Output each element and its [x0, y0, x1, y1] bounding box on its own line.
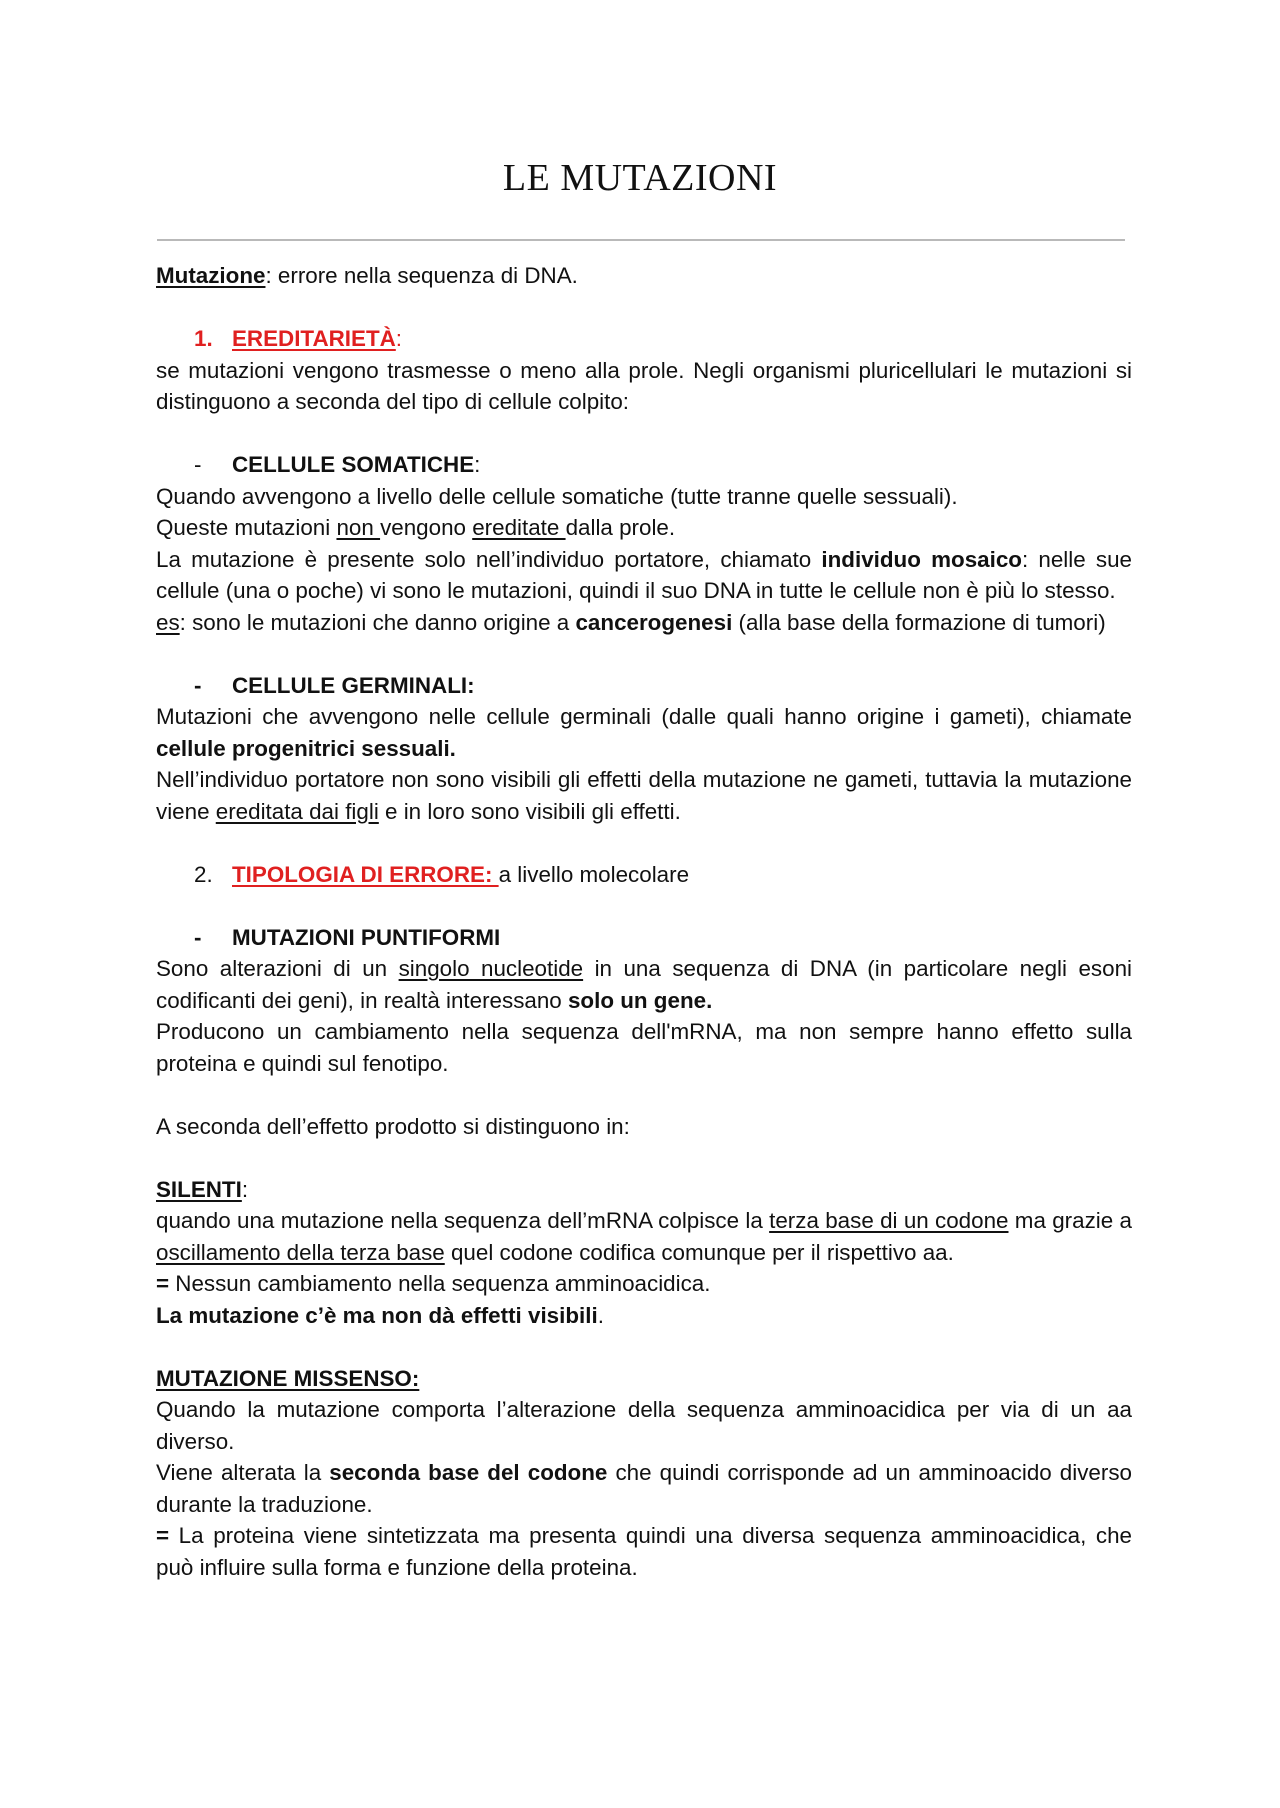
subheading-title: CELLULE SOMATICHE [232, 452, 475, 477]
subheading-title: MUTAZIONI PUNTIFORMI [232, 924, 501, 950]
text-run: : sono le mutazioni che danno origine a [179, 609, 576, 635]
list-dash: - [194, 924, 202, 950]
text-run: vengono [380, 515, 473, 540]
section-heading-ereditarieta [156, 323, 1132, 355]
definition-text: : errore nella sequenza di DNA. [265, 263, 578, 288]
germinali-paragraph-1 [156, 701, 1132, 764]
subheading-colon: : [474, 452, 481, 477]
definition-paragraph [156, 260, 1132, 292]
subheading-title: SILENTI [156, 1176, 242, 1202]
bold-text: La mutazione c’è ma non dà effetti visibili [156, 1302, 598, 1328]
list-dash: - [194, 452, 202, 477]
definition-term: Mutazione [156, 263, 266, 288]
section-title-rest: a livello molecolare [498, 861, 690, 887]
text-run: Nell’individuo portatore non sono visibili gli effetti della mutazione ne gameti, tuttavia la mutazione viene [156, 767, 1132, 824]
subheading-title: CELLULE GERMINALI: [232, 672, 475, 698]
underlined-text: terza base di un codone [769, 1208, 1009, 1233]
somatiche-paragraph-2 [156, 512, 1132, 544]
text-run: Viene alterata la [156, 1460, 330, 1485]
puntiformi-paragraph-1 [156, 953, 1132, 1016]
somatiche-paragraph-4 [156, 607, 1132, 639]
text-run: . [597, 1302, 604, 1328]
underlined-text: es [156, 609, 180, 635]
text-run: quando una mutazione nella sequenza dell’mRNA colpisce la [156, 1208, 770, 1233]
subheading-cellule-germinali [156, 670, 1132, 702]
list-dash: - [194, 672, 202, 698]
subheading-mutazioni-puntiformi [156, 922, 1132, 954]
text-run: in una sequenza di DNA (in particolare negli esoni codificanti dei geni), in realtà interessano [156, 956, 1132, 1013]
section-heading-tipologia [156, 859, 1132, 891]
subheading-cellule-somatiche [156, 449, 1132, 481]
bold-text: cellule progenitrici sessuali. [156, 735, 456, 761]
subheading-colon: : [241, 1176, 249, 1202]
underlined-text: singolo nucleotide [398, 956, 584, 981]
section-number: 1. [194, 326, 213, 351]
section-title: TIPOLOGIA DI ERRORE: [232, 861, 499, 887]
bold-text: = [156, 1271, 170, 1296]
silenti-paragraph-3 [156, 1300, 1132, 1332]
text-run: La mutazione è presente solo nell’individuo portatore, chiamato [156, 546, 822, 572]
document-body [156, 260, 1132, 1583]
text-run: ma grazie a [1008, 1208, 1132, 1233]
section-intro: se mutazioni vengono trasmesse o meno alla prole. Negli organismi pluricellulari le mutazioni si distinguono a seconda del tipo di cellule colpito: [156, 357, 1132, 414]
missenso-paragraph-3 [156, 1520, 1132, 1583]
germinali-paragraph-2 [156, 764, 1132, 827]
section-title: EREDITARIETÀ [232, 326, 396, 351]
text-run: Queste mutazioni [156, 515, 337, 540]
silenti-paragraph-2 [156, 1268, 1132, 1300]
puntiformi-paragraph-2: Producono un cambiamento nella sequenza dell'mRNA, ma non sempre hanno effetto sulla proteina e quindi sul fenotipo. [156, 1019, 1132, 1076]
somatiche-paragraph-3 [156, 544, 1132, 607]
subheading-title: MUTAZIONE MISSENSO: [156, 1365, 420, 1391]
section-number: 2. [194, 861, 213, 887]
somatiche-paragraph-1: Quando avvengono a livello delle cellule somatiche (tutte tranne quelle sessuali). [156, 483, 958, 509]
bold-text: solo un gene. [567, 987, 713, 1013]
puntiformi-paragraph-3: A seconda dell’effetto prodotto si distinguono in: [156, 1113, 630, 1139]
section-colon: : [395, 326, 403, 351]
text-run: : nelle sue cellule (una o poche) vi sono le mutazioni, quindi il suo DNA in tutte le cellule non è più lo stesso. [156, 546, 1132, 603]
silenti-paragraph-1 [156, 1205, 1132, 1268]
underlined-text: ereditate [472, 515, 566, 540]
missenso-paragraph-2 [156, 1457, 1132, 1520]
text-run: quel codone codifica comunque per il rispettivo aa. [444, 1239, 954, 1265]
page-title: LE MUTAZIONI [502, 157, 778, 199]
text-run: e in loro sono visibili gli effetti. [378, 798, 681, 824]
text-run: Nessun cambiamento nella sequenza amminoacidica. [169, 1271, 711, 1296]
text-run: che quindi corrisponde ad un amminoacido diverso durante la traduzione. [156, 1460, 1132, 1517]
bold-text: individuo mosaico [821, 546, 1022, 572]
text-run: dalla prole. [565, 515, 676, 540]
bold-text: = [156, 1523, 170, 1548]
bold-text: cancerogenesi [575, 609, 733, 635]
subheading-silenti [156, 1174, 1132, 1206]
underlined-text: ereditata dai figli [215, 798, 379, 824]
missenso-paragraph-1: Quando la mutazione comporta l’alterazione della sequenza amminoacidica per via di un aa diverso. [156, 1397, 1132, 1454]
text-run: (alla base della formazione di tumori) [732, 609, 1106, 635]
text-run: Sono alterazioni di un [156, 956, 399, 981]
title-divider [157, 239, 1125, 241]
text-run: Mutazioni che avvengono nelle cellule germinali (dalle quali hanno origine i gameti), chiamate [156, 704, 1132, 729]
subheading-missenso [156, 1363, 1132, 1395]
underlined-text: non [336, 515, 381, 540]
text-run: La proteina viene sintetizzata ma presenta quindi una diversa sequenza amminoacidica, che può influire sulla forma e funzione della proteina. [156, 1523, 1132, 1580]
underlined-text: oscillamento della terza base [156, 1239, 445, 1265]
bold-text: seconda base del codone [329, 1460, 608, 1485]
